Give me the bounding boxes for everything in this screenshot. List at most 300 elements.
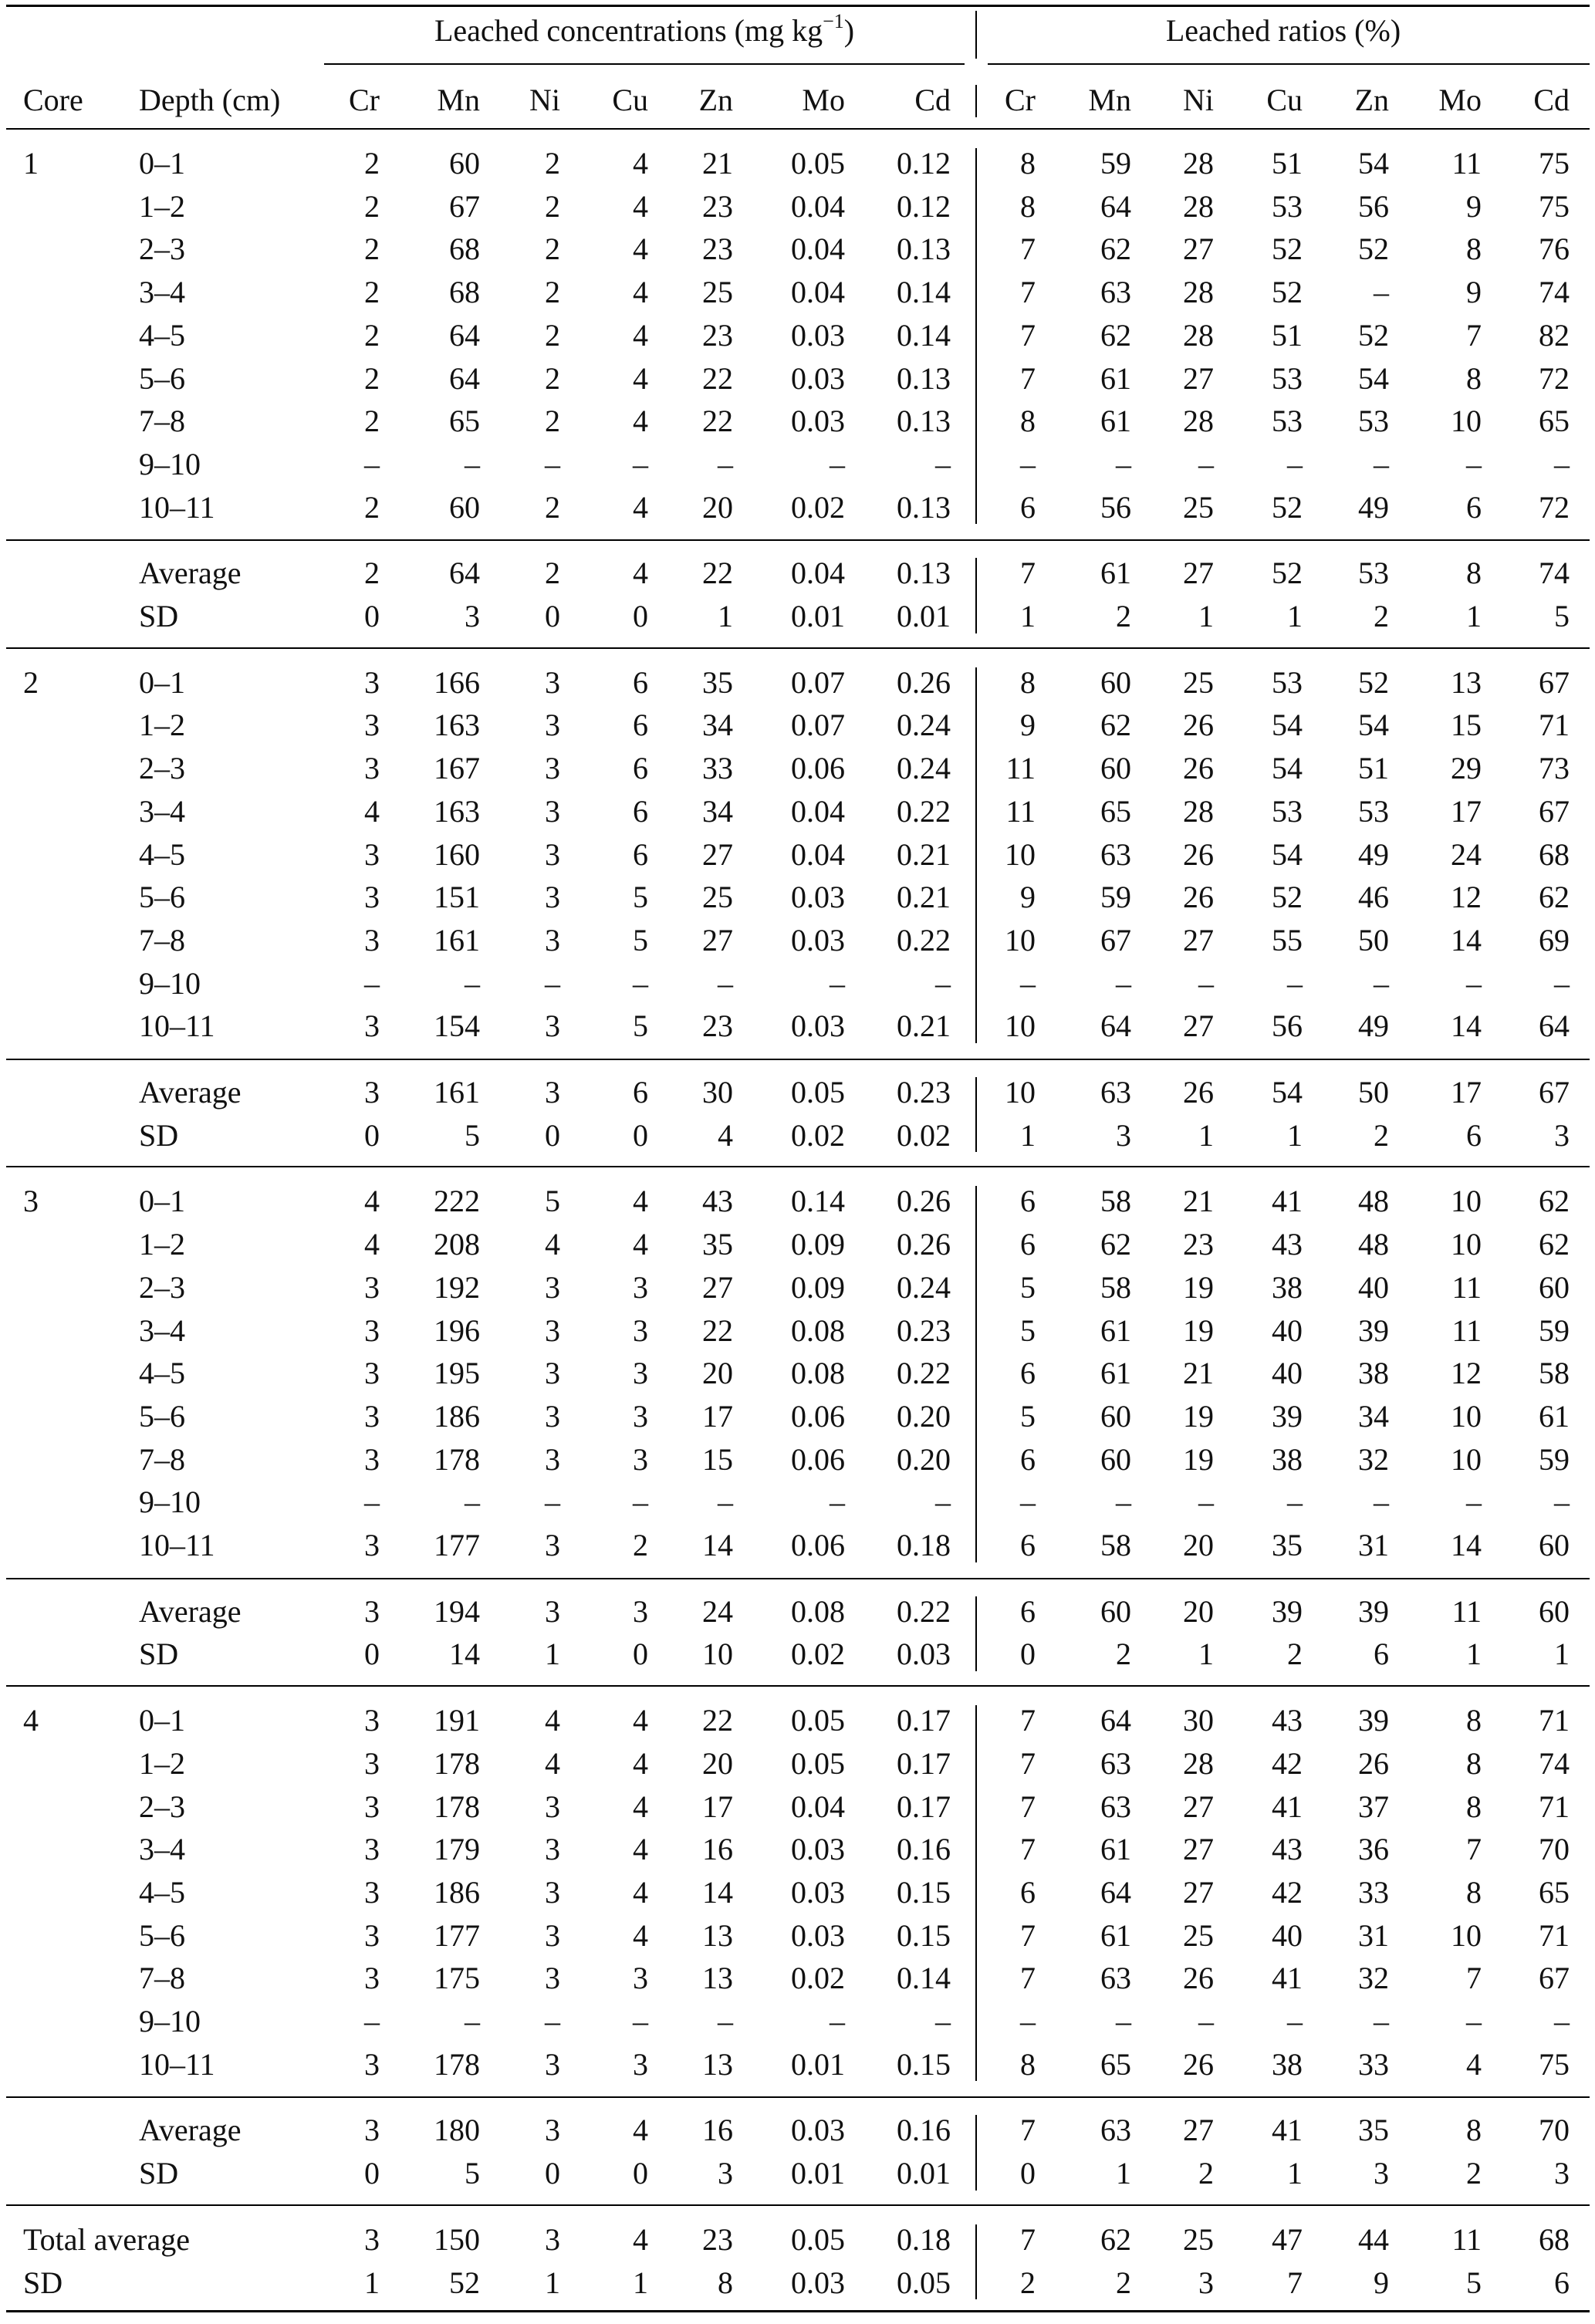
conc-cell-cu: 6 xyxy=(633,708,648,743)
ratio-cell-cd: – xyxy=(1554,446,1570,481)
conc-cell-mo: 0.14 xyxy=(791,1184,845,1219)
ratio-cell-cu: 52 xyxy=(1272,231,1303,267)
ratio-cell-zn: 33 xyxy=(1358,2046,1389,2082)
group-header-concentrations xyxy=(324,8,965,54)
conc-cell-cu: 4 xyxy=(633,556,648,591)
conc-cell-mn: 64 xyxy=(449,317,480,353)
conc-cell-ni: 4 xyxy=(545,1703,560,1738)
conc-cell-cd: – xyxy=(935,965,951,1001)
conc-cell-mo: 0.05 xyxy=(791,2221,845,2257)
conc-cell-zn: 22 xyxy=(702,556,733,591)
conc-cell-cr: 3 xyxy=(364,1441,380,1477)
column-group-divider xyxy=(975,1596,977,1671)
ratio-cell-cd: 70 xyxy=(1539,2113,1570,2148)
conc-cell-zn: 22 xyxy=(702,360,733,396)
conc-cell-cu: 1 xyxy=(633,2265,648,2300)
ratio-cell-cr: 1 xyxy=(1020,1117,1036,1153)
conc-cell-cu: 4 xyxy=(633,2221,648,2257)
conc-cell-cu: 5 xyxy=(633,922,648,958)
conc-cell-mn: 150 xyxy=(434,2221,480,2257)
conc-cell-cu: 5 xyxy=(633,1008,648,1044)
conc-cell-mo: 0.05 xyxy=(791,1075,845,1110)
ratio-cell-mo: 8 xyxy=(1466,360,1482,396)
conc-cell-cr: 0 xyxy=(364,599,380,633)
depth-cell: 10–11 xyxy=(139,2046,215,2082)
ratio-cell-mo: 9 xyxy=(1466,188,1482,224)
core-2-summary-rule xyxy=(6,1059,1590,1060)
conc-cell-mn: – xyxy=(465,446,480,481)
conc-cell-ni: 3 xyxy=(545,1356,560,1391)
ratio-cell-mn: – xyxy=(1116,446,1131,481)
ratio-cell-ni: – xyxy=(1198,2004,1214,2039)
ratio-cell-ni: 27 xyxy=(1183,231,1214,267)
ratio-cell-zn: – xyxy=(1374,965,1389,1001)
conc-cell-cd: 0.24 xyxy=(897,708,951,743)
conc-cell-mn: 68 xyxy=(449,231,480,267)
conc-cell-cu: 0 xyxy=(633,1637,648,1672)
ratio-cell-cr: 6 xyxy=(1020,1528,1036,1562)
ratio-cell-cu: 40 xyxy=(1272,1917,1303,1953)
ratio-cell-cu: 53 xyxy=(1272,793,1303,829)
column-group-divider xyxy=(975,1077,977,1152)
ratio-cell-cr: – xyxy=(1020,965,1036,1001)
column-header-zn-ratio: Zn xyxy=(1354,83,1389,117)
ratio-cell-cr: 0 xyxy=(1020,2156,1036,2191)
ratio-cell-cu: 41 xyxy=(1272,1184,1303,1219)
conc-cell-mo: 0.03 xyxy=(791,2113,845,2148)
depth-cell: 3–4 xyxy=(139,1312,185,1348)
ratio-cell-ni: 28 xyxy=(1183,188,1214,224)
conc-cell-cu: 4 xyxy=(633,1832,648,1867)
conc-cell-cu: – xyxy=(633,2004,648,2039)
ratio-cell-mo: 14 xyxy=(1451,922,1482,958)
conc-cell-mo: 0.02 xyxy=(791,1637,845,1672)
ratio-cell-mo: 12 xyxy=(1451,1356,1482,1391)
conc-cell-cd: 0.21 xyxy=(897,1008,951,1044)
depth-cell: 10–11 xyxy=(139,1528,215,1562)
ratio-cell-cr: 8 xyxy=(1020,188,1036,224)
conc-cell-mo: 0.03 xyxy=(791,360,845,396)
ratio-cell-zn: 52 xyxy=(1358,317,1389,353)
conc-cell-mo: 0.06 xyxy=(791,1441,845,1477)
conc-cell-mo: – xyxy=(830,446,845,481)
ratio-cell-mn: 58 xyxy=(1100,1528,1131,1562)
conc-cell-mn: 163 xyxy=(434,708,480,743)
ratio-cell-mn: 62 xyxy=(1100,708,1131,743)
conc-cell-ni: 1 xyxy=(545,2265,560,2300)
ratio-cell-zn: 3 xyxy=(1374,2156,1389,2191)
ratio-cell-cr: 10 xyxy=(1005,836,1036,872)
conc-cell-mo: 0.03 xyxy=(791,2265,845,2300)
column-header-cd-ratio: Cd xyxy=(1533,83,1570,117)
ratio-cell-mo: 6 xyxy=(1466,1117,1482,1153)
ratio-cell-mo: 9 xyxy=(1466,275,1482,310)
conc-cell-mo: 0.08 xyxy=(791,1593,845,1629)
ratio-cell-zn: 6 xyxy=(1374,1637,1389,1672)
conc-cell-cu: 4 xyxy=(633,231,648,267)
ratio-cell-ni: 28 xyxy=(1183,275,1214,310)
header-bottom-rule xyxy=(6,128,1590,130)
ratio-cell-cu: 41 xyxy=(1272,2113,1303,2148)
ratio-cell-cu: 51 xyxy=(1272,317,1303,353)
conc-cell-cu: 4 xyxy=(633,146,648,181)
depth-cell: 5–6 xyxy=(139,360,185,396)
conc-cell-mn: 154 xyxy=(434,1008,480,1044)
group-underline-ratios xyxy=(988,63,1590,65)
conc-cell-cr: 0 xyxy=(364,1637,380,1672)
conc-cell-mo: 0.03 xyxy=(791,1917,845,1953)
ratio-cell-cr: 10 xyxy=(1005,1075,1036,1110)
conc-cell-cr: 3 xyxy=(364,1075,380,1110)
conc-cell-cu: 3 xyxy=(633,1441,648,1477)
ratio-cell-cr: 9 xyxy=(1020,708,1036,743)
conc-cell-mo: 0.03 xyxy=(791,880,845,915)
ratio-cell-cr: 7 xyxy=(1020,2113,1036,2148)
ratio-cell-zn: 52 xyxy=(1358,231,1389,267)
conc-cell-ni: 3 xyxy=(545,751,560,786)
ratio-cell-ni: 25 xyxy=(1183,2221,1214,2257)
conc-cell-cd: 0.14 xyxy=(897,1961,951,1996)
ratio-cell-cu: 51 xyxy=(1272,146,1303,181)
conc-cell-mn: 180 xyxy=(434,2113,480,2148)
average-label: Average xyxy=(139,1075,242,1110)
ratio-cell-cr: 5 xyxy=(1020,1312,1036,1348)
ratio-cell-cd: 59 xyxy=(1539,1441,1570,1477)
conc-cell-mn: 175 xyxy=(434,1961,480,1996)
ratio-cell-cu: 41 xyxy=(1272,1789,1303,1824)
ratio-cell-cd: 5 xyxy=(1554,599,1570,633)
conc-cell-cu: – xyxy=(633,1485,648,1520)
conc-cell-cr: 2 xyxy=(364,404,380,439)
conc-cell-ni: 1 xyxy=(545,1637,560,1672)
ratio-cell-cu: 39 xyxy=(1272,1593,1303,1629)
conc-cell-zn: 3 xyxy=(718,2156,733,2191)
conc-cell-mo: 0.08 xyxy=(791,1356,845,1391)
conc-cell-ni: 0 xyxy=(545,1117,560,1153)
column-group-divider xyxy=(975,2224,977,2299)
conc-cell-ni: 3 xyxy=(545,2221,560,2257)
conc-cell-cd: 0.21 xyxy=(897,836,951,872)
ratio-cell-cu: 54 xyxy=(1272,1075,1303,1110)
conc-cell-mn: 14 xyxy=(449,1637,480,1672)
conc-cell-cr: 3 xyxy=(364,2046,380,2082)
ratio-cell-mo: – xyxy=(1466,2004,1482,2039)
ratio-cell-cd: – xyxy=(1554,1485,1570,1520)
conc-cell-ni: 3 xyxy=(545,1832,560,1867)
conc-cell-zn: – xyxy=(718,446,733,481)
conc-cell-mn: 65 xyxy=(449,404,480,439)
conc-cell-mo: 0.01 xyxy=(791,599,845,633)
column-header-cd-conc: Cd xyxy=(914,83,951,117)
conc-cell-zn: 8 xyxy=(718,2265,733,2300)
ratio-cell-mn: 61 xyxy=(1100,1356,1131,1391)
conc-cell-ni: 2 xyxy=(545,404,560,439)
conc-cell-cd: 0.18 xyxy=(897,1528,951,1562)
conc-cell-cu: 5 xyxy=(633,880,648,915)
column-group-divider xyxy=(975,1705,977,2081)
ratio-cell-ni: 21 xyxy=(1183,1184,1214,1219)
conc-cell-cu: 4 xyxy=(633,360,648,396)
ratio-cell-cd: 60 xyxy=(1539,1269,1570,1305)
ratio-cell-ni: – xyxy=(1198,1485,1214,1520)
depth-cell: 1–2 xyxy=(139,188,185,224)
conc-cell-cu: 6 xyxy=(633,1075,648,1110)
conc-cell-cd: 0.03 xyxy=(897,1637,951,1672)
ratio-cell-cr: 7 xyxy=(1020,360,1036,396)
ratio-cell-cr: 7 xyxy=(1020,1789,1036,1824)
ratio-cell-cd: 67 xyxy=(1539,664,1570,700)
conc-cell-cd: 0.22 xyxy=(897,1593,951,1629)
ratio-cell-mo: – xyxy=(1466,1485,1482,1520)
conc-cell-cr: 3 xyxy=(364,751,380,786)
conc-cell-cd: 0.26 xyxy=(897,664,951,700)
conc-cell-mn: – xyxy=(465,2004,480,2039)
ratio-cell-cr: 11 xyxy=(1005,793,1036,829)
ratio-cell-zn: 53 xyxy=(1358,556,1389,591)
conc-cell-cu: – xyxy=(633,965,648,1001)
conc-cell-ni: 3 xyxy=(545,1312,560,1348)
conc-cell-mo: 0.02 xyxy=(791,1961,845,1996)
conc-cell-zn: 1 xyxy=(718,599,733,633)
conc-cell-mn: 178 xyxy=(434,1789,480,1824)
conc-cell-cd: 0.22 xyxy=(897,1356,951,1391)
ratio-cell-cu: 47 xyxy=(1272,2221,1303,2257)
column-group-divider xyxy=(975,2115,977,2190)
conc-cell-cd: – xyxy=(935,2004,951,2039)
ratio-cell-cr: 7 xyxy=(1020,275,1036,310)
ratio-cell-mo: 11 xyxy=(1451,146,1482,181)
ratio-cell-mn: 3 xyxy=(1116,1117,1131,1153)
depth-cell: 7–8 xyxy=(139,404,185,439)
ratio-cell-cu: 39 xyxy=(1272,1398,1303,1434)
conc-cell-cu: 3 xyxy=(633,1398,648,1434)
depth-cell: 0–1 xyxy=(139,1184,185,1219)
ratio-cell-zn: 2 xyxy=(1374,599,1389,633)
ratio-cell-zn: 53 xyxy=(1358,404,1389,439)
ratio-cell-zn: 48 xyxy=(1358,1227,1389,1262)
conc-cell-cu: 2 xyxy=(633,1528,648,1562)
ratio-cell-cr: 7 xyxy=(1020,1832,1036,1867)
ratio-cell-ni: 1 xyxy=(1198,1117,1214,1153)
ratio-cell-cu: 38 xyxy=(1272,2046,1303,2082)
conc-cell-zn: 20 xyxy=(702,489,733,525)
conc-cell-mo: – xyxy=(830,2004,845,2039)
conc-cell-mn: 167 xyxy=(434,751,480,786)
ratio-cell-mo: 1 xyxy=(1466,1637,1482,1672)
conc-cell-zn: 25 xyxy=(702,275,733,310)
conc-cell-cr: 2 xyxy=(364,275,380,310)
conc-cell-cd: 0.13 xyxy=(897,360,951,396)
ratio-cell-mn: 60 xyxy=(1100,751,1131,786)
ratio-cell-mn: – xyxy=(1116,2004,1131,2039)
conc-cell-cr: 3 xyxy=(364,1917,380,1953)
conc-cell-cd: 0.12 xyxy=(897,188,951,224)
depth-cell: 7–8 xyxy=(139,1961,185,1996)
ratio-cell-zn: 39 xyxy=(1358,1593,1389,1629)
conc-cell-mo: 0.09 xyxy=(791,1227,845,1262)
depth-cell: 4–5 xyxy=(139,317,185,353)
conc-cell-zn: 34 xyxy=(702,793,733,829)
ratio-cell-cd: 6 xyxy=(1554,2265,1570,2300)
conc-cell-mo: 0.03 xyxy=(791,1832,845,1867)
conc-cell-mn: 196 xyxy=(434,1312,480,1348)
average-label: Average xyxy=(139,1593,242,1629)
depth-cell: 4–5 xyxy=(139,1874,185,1910)
sd-label: SD xyxy=(139,599,179,633)
total-average-label: Total average xyxy=(23,2221,190,2257)
conc-cell-mo: 0.05 xyxy=(791,146,845,181)
conc-cell-cu: 4 xyxy=(633,317,648,353)
conc-cell-cu: – xyxy=(633,446,648,481)
ratio-cell-zn: 44 xyxy=(1358,2221,1389,2257)
ratio-cell-cu: 38 xyxy=(1272,1269,1303,1305)
ratio-cell-mo: 7 xyxy=(1466,317,1482,353)
conc-cell-cr: 3 xyxy=(364,880,380,915)
ratio-cell-mn: 64 xyxy=(1100,1703,1131,1738)
conc-cell-zn: 15 xyxy=(702,1441,733,1477)
depth-cell: 2–3 xyxy=(139,1789,185,1824)
ratio-cell-ni: 19 xyxy=(1183,1441,1214,1477)
ratio-cell-ni: 25 xyxy=(1183,489,1214,525)
ratio-cell-mn: 63 xyxy=(1100,1961,1131,1996)
ratio-cell-mo: 8 xyxy=(1466,556,1482,591)
ratio-cell-zn: 49 xyxy=(1358,836,1389,872)
conc-cell-ni: 3 xyxy=(545,1398,560,1434)
conc-cell-ni: 3 xyxy=(545,793,560,829)
conc-cell-cu: 3 xyxy=(633,1593,648,1629)
ratio-cell-mn: 62 xyxy=(1100,2221,1131,2257)
average-label: Average xyxy=(139,2113,242,2148)
ratio-cell-zn: 34 xyxy=(1358,1398,1389,1434)
ratio-cell-cu: 2 xyxy=(1287,1637,1303,1672)
ratio-cell-cu: – xyxy=(1287,446,1303,481)
depth-cell: 1–2 xyxy=(139,1227,185,1262)
core-1-summary-rule xyxy=(6,539,1590,541)
conc-cell-mo: 0.05 xyxy=(791,1745,845,1781)
ratio-cell-mn: 59 xyxy=(1100,880,1131,915)
ratio-cell-cd: 65 xyxy=(1539,404,1570,439)
ratio-cell-cd: 69 xyxy=(1539,922,1570,958)
conc-cell-mn: 161 xyxy=(434,1075,480,1110)
conc-cell-ni: 3 xyxy=(545,1528,560,1562)
conc-cell-cr: 2 xyxy=(364,556,380,591)
conc-cell-mn: 178 xyxy=(434,1441,480,1477)
ratio-cell-mn: 61 xyxy=(1100,1917,1131,1953)
ratio-cell-mo: 10 xyxy=(1451,1184,1482,1219)
conc-cell-ni: 3 xyxy=(545,1874,560,1910)
total-sd-label: SD xyxy=(23,2265,63,2300)
ratio-cell-mo: 8 xyxy=(1466,1789,1482,1824)
ratio-cell-mn: 63 xyxy=(1100,1745,1131,1781)
depth-cell: 3–4 xyxy=(139,793,185,829)
ratio-cell-mn: 64 xyxy=(1100,1874,1131,1910)
ratio-cell-cu: 54 xyxy=(1272,708,1303,743)
conc-cell-cr: 2 xyxy=(364,188,380,224)
ratio-cell-zn: 54 xyxy=(1358,146,1389,181)
column-header-cr-conc: Cr xyxy=(349,83,380,117)
ratio-cell-ni: 27 xyxy=(1183,1874,1214,1910)
ratio-cell-cu: 1 xyxy=(1287,2156,1303,2191)
ratio-cell-mn: 65 xyxy=(1100,793,1131,829)
conc-cell-zn: – xyxy=(718,965,733,1001)
conc-cell-zn: 4 xyxy=(718,1117,733,1153)
conc-cell-cr: 4 xyxy=(364,1184,380,1219)
conc-cell-zn: 23 xyxy=(702,188,733,224)
conc-cell-mo: 0.06 xyxy=(791,1528,845,1562)
conc-cell-mn: 222 xyxy=(434,1184,480,1219)
ratio-cell-cd: 71 xyxy=(1539,708,1570,743)
ratio-cell-mo: 8 xyxy=(1466,231,1482,267)
ratio-cell-cr: – xyxy=(1020,446,1036,481)
conc-cell-cu: 4 xyxy=(633,1917,648,1953)
conc-cell-ni: 3 xyxy=(545,1789,560,1824)
conc-cell-mo: 0.03 xyxy=(791,404,845,439)
ratio-cell-cu: 40 xyxy=(1272,1356,1303,1391)
ratio-cell-mo: 10 xyxy=(1451,1398,1482,1434)
group-underline-concentrations xyxy=(324,63,965,65)
conc-cell-zn: 14 xyxy=(702,1874,733,1910)
conc-cell-ni: 3 xyxy=(545,2046,560,2082)
conc-cell-zn: 13 xyxy=(702,1917,733,1953)
conc-cell-cr: 3 xyxy=(364,1703,380,1738)
conc-cell-ni: 3 xyxy=(545,880,560,915)
conc-cell-mo: 0.07 xyxy=(791,708,845,743)
conc-cell-cu: 4 xyxy=(633,1184,648,1219)
ratio-cell-mn: – xyxy=(1116,965,1131,1001)
ratio-cell-mn: – xyxy=(1116,1485,1131,1520)
conc-cell-cu: 6 xyxy=(633,664,648,700)
conc-cell-cd: 0.21 xyxy=(897,880,951,915)
ratio-cell-mo: 17 xyxy=(1451,793,1482,829)
ratio-cell-cr: 10 xyxy=(1005,922,1036,958)
depth-cell: 7–8 xyxy=(139,1441,185,1477)
ratio-cell-ni: 1 xyxy=(1198,599,1214,633)
core-number: 2 xyxy=(23,664,39,700)
conc-cell-cu: 3 xyxy=(633,1312,648,1348)
ratio-cell-mo: 10 xyxy=(1451,1917,1482,1953)
core-4-bottom-rule xyxy=(6,2204,1590,2206)
conc-cell-ni: 4 xyxy=(545,1745,560,1781)
conc-cell-cu: 6 xyxy=(633,836,648,872)
conc-cell-cu: 4 xyxy=(633,1227,648,1262)
conc-cell-zn: 33 xyxy=(702,751,733,786)
conc-cell-cr: 4 xyxy=(364,1227,380,1262)
depth-cell: 9–10 xyxy=(139,1485,201,1520)
conc-cell-mn: 178 xyxy=(434,2046,480,2082)
ratio-cell-cd: 74 xyxy=(1539,556,1570,591)
conc-cell-cr: 0 xyxy=(364,1117,380,1153)
conc-cell-ni: 2 xyxy=(545,275,560,310)
ratio-cell-cr: 6 xyxy=(1020,1593,1036,1629)
ratio-cell-cu: 53 xyxy=(1272,360,1303,396)
conc-cell-mo: 0.06 xyxy=(791,1398,845,1434)
conc-cell-cd: 0.23 xyxy=(897,1075,951,1110)
ratio-cell-ni: 26 xyxy=(1183,880,1214,915)
ratio-cell-mn: 58 xyxy=(1100,1269,1131,1305)
ratio-cell-zn: 49 xyxy=(1358,489,1389,525)
conc-cell-cr: 1 xyxy=(364,2265,380,2300)
conc-cell-zn: 22 xyxy=(702,404,733,439)
conc-cell-cr: 3 xyxy=(364,1874,380,1910)
ratio-cell-mo: 4 xyxy=(1466,2046,1482,2082)
core-number: 1 xyxy=(23,146,39,181)
ratio-cell-mo: 12 xyxy=(1451,880,1482,915)
conc-cell-cd: 0.20 xyxy=(897,1441,951,1477)
conc-cell-zn: 23 xyxy=(702,1008,733,1044)
conc-cell-mo: 0.04 xyxy=(791,231,845,267)
group-ratios-label: Leached ratios (%) xyxy=(1165,13,1401,48)
ratio-cell-cu: 52 xyxy=(1272,556,1303,591)
